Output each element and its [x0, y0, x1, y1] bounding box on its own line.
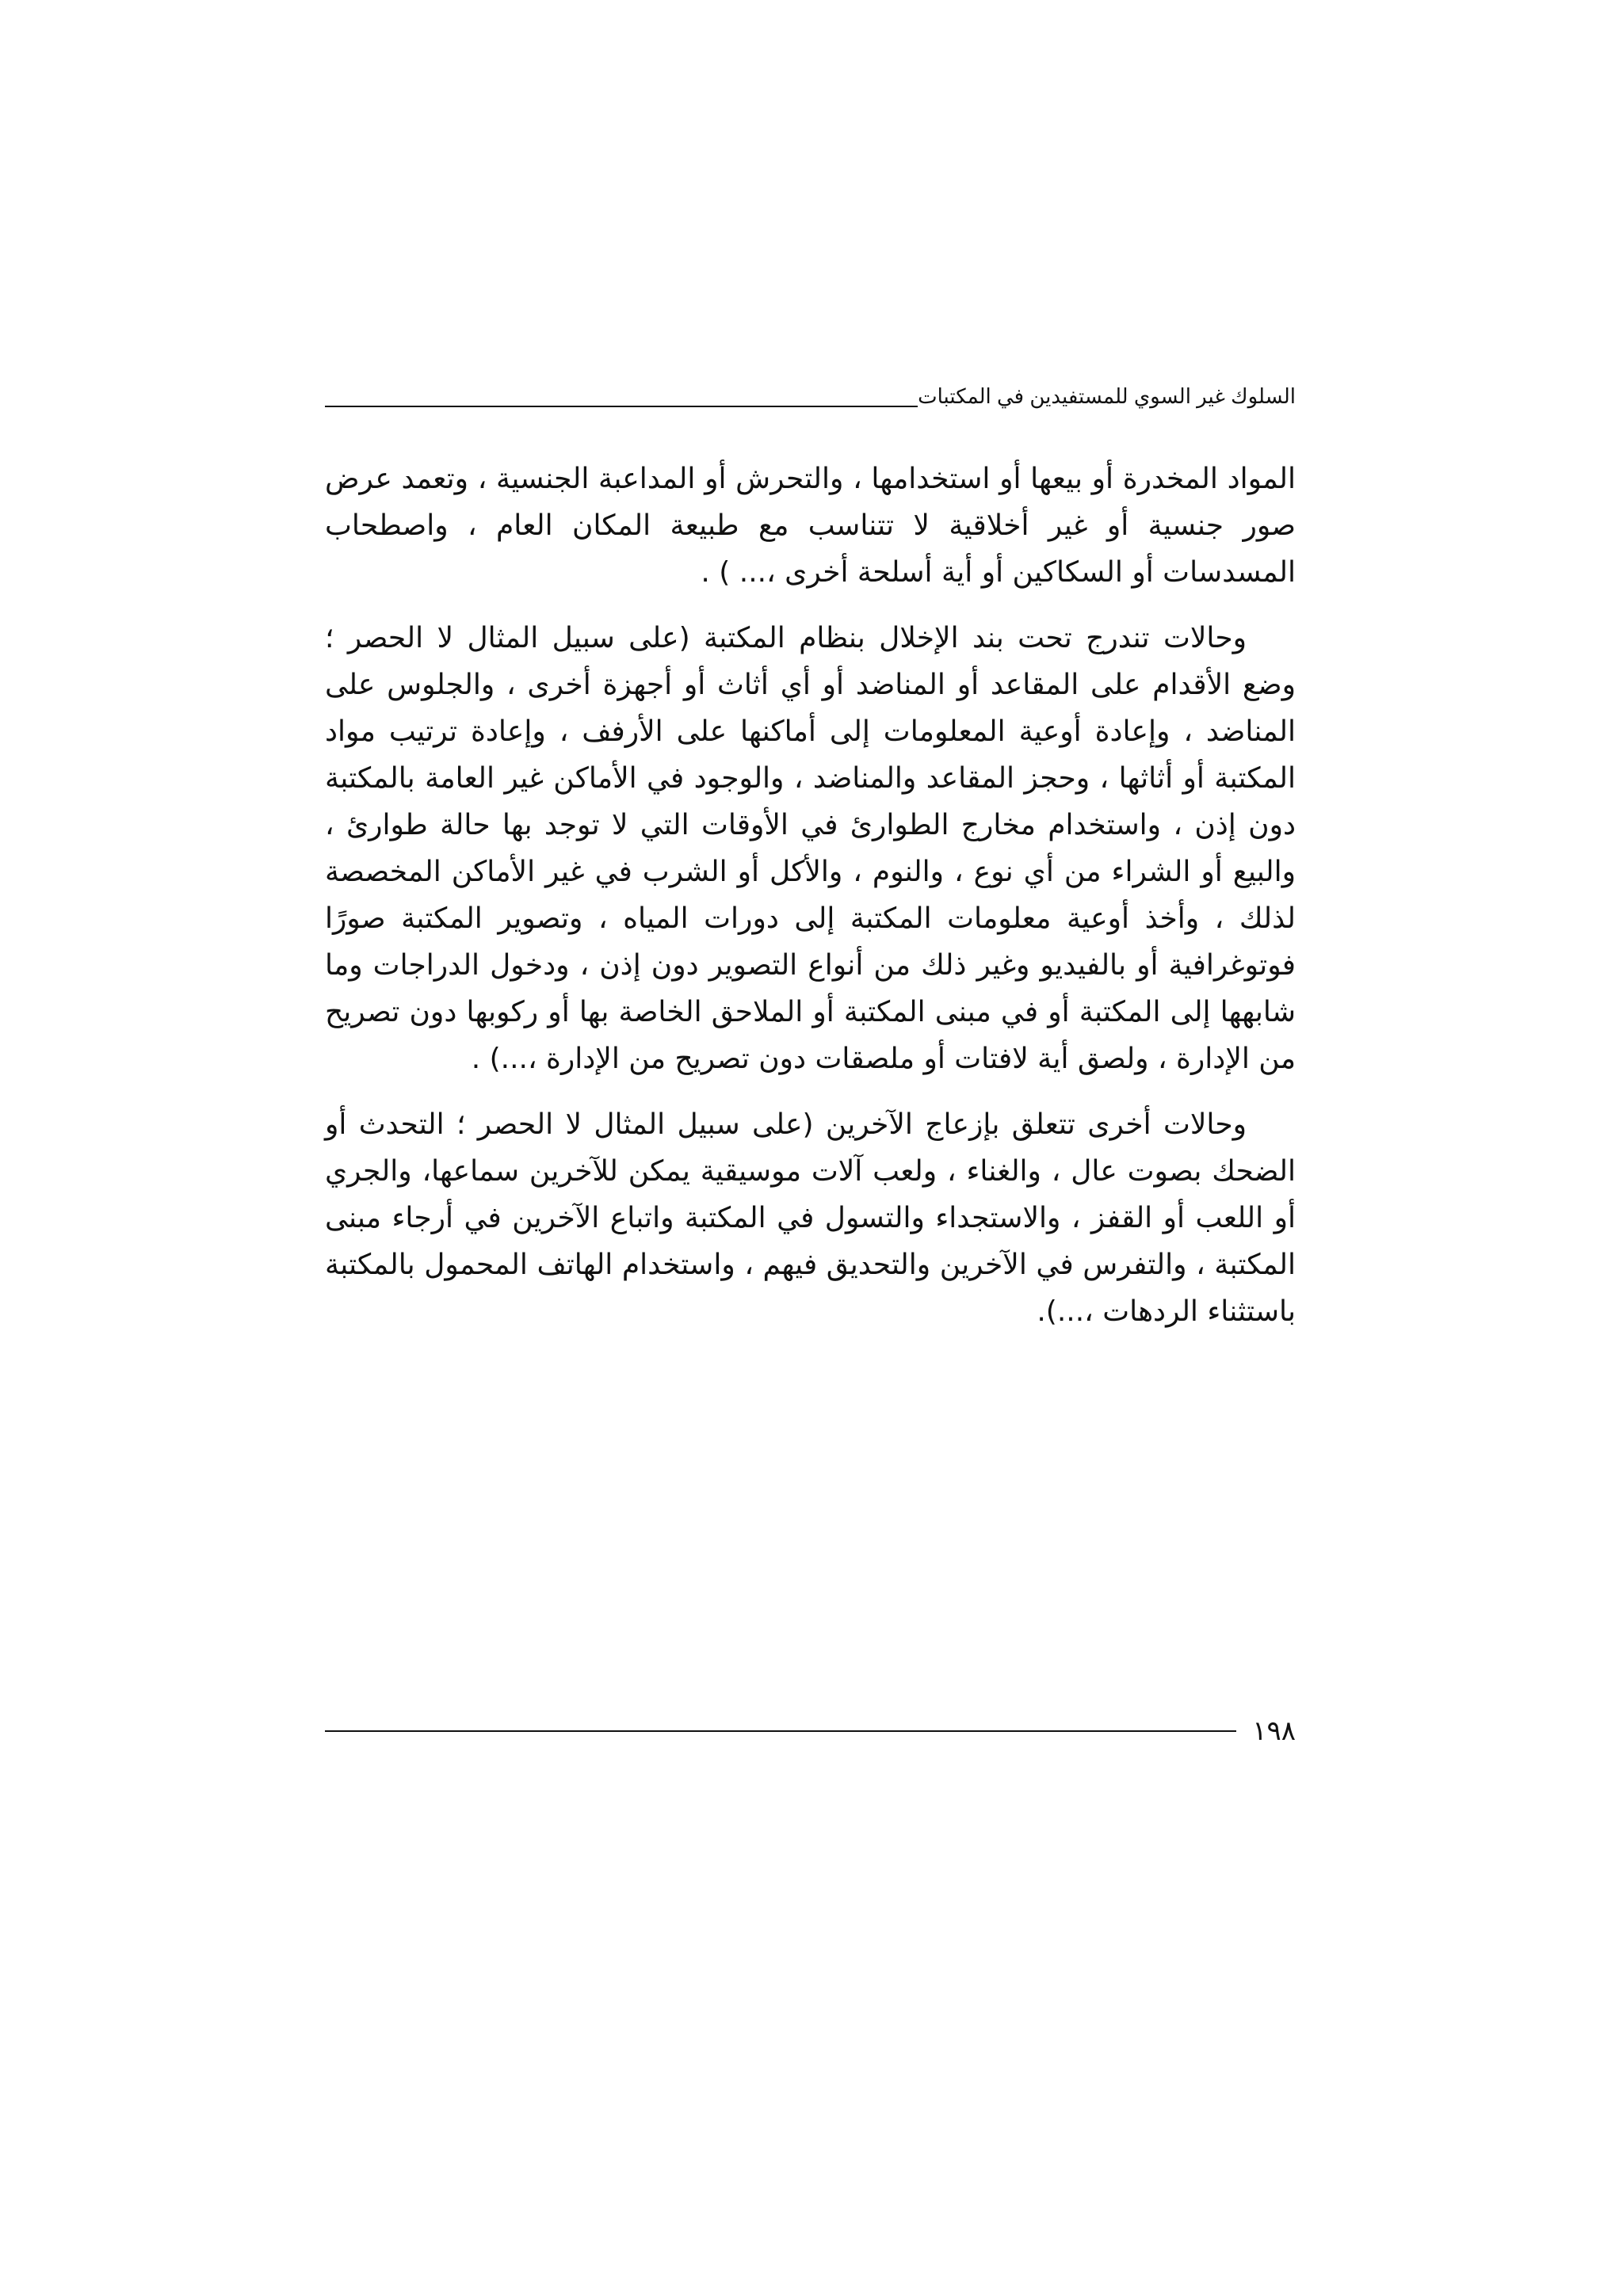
paragraph-disturbing-others: وحالات أخرى تتعلق بإزعاج الآخرين (على سبيل المثال لا الحصر ؛ التحدث أو الضحك بصوت عال ، والغناء ، ولعب آلات موسيقية يمكن للآخرين سماعها، والجري أو اللعب أو القفز ، والاستجداء والتسول في المكتبة واتباع الآخرين في أرجاء مبنى المكتبة ، والتفرس في الآخرين والتحديق فيهم ، واستخدام الهاتف المحمول بالمكتبة باستثناء الردهات ،...).: [325, 1108, 1296, 1328]
running-header: [325, 372, 1296, 412]
page-number: ١٩٨: [1252, 1715, 1296, 1747]
paragraph-continuation: المواد المخدرة أو بيعها أو استخدامها ، والتحرش أو المداعبة الجنسية ، وتعمد عرض صور جنسية أو غير أخلاقية لا تتناسب مع طبيعة المكان العام ، واصطحاب المسدسات أو السكاكين أو أية أسلحة أخرى ،... ) .: [325, 463, 1296, 589]
body-text: [325, 456, 1296, 1354]
page-footer: [325, 1711, 1296, 1751]
running-title: السلوك غير السوي للمستفيدين في المكتبات: [918, 384, 1296, 408]
header-rule: [325, 406, 918, 407]
paragraph-library-order: وحالات تندرج تحت بند الإخلال بنظام المكتبة (على سبيل المثال لا الحصر ؛ وضع الأقدام على المقاعد أو المناضد أو أي أثاث أو أجهزة أخرى ، والجلوس على المناضد ، وإعادة أوعية المعلومات إلى أماكنها على الأرفف ، وإعادة ترتيب مواد المكتبة أو أثاثها ، وحجز المقاعد والمناضد ، والوجود في الأماكن غير العامة بالمكتبة دون إذن ، واستخدام مخارج الطوارئ في الأوقات التي لا توجد بها حالة طوارئ ، والبيع أو الشراء من أي نوع ، والنوم ، والأكل أو الشرب في غير الأماكن المخصصة لذلك ، وأخذ أوعية معلومات المكتبة إلى دورات المياه ، وتصوير المكتبة صورًا فوتوغرافية أو بالفيديو وغير ذلك من أنواع التصوير دون إذن ، ودخول الدراجات وما شابهها إلى المكتبة أو في مبنى المكتبة أو الملاحق الخاصة بها أو ركوبها دون تصريح من الإدارة ، ولصق أية لافتات أو ملصقات دون تصريح من الإدارة ،...) .: [325, 622, 1296, 1075]
footer-rule: [325, 1730, 1236, 1732]
